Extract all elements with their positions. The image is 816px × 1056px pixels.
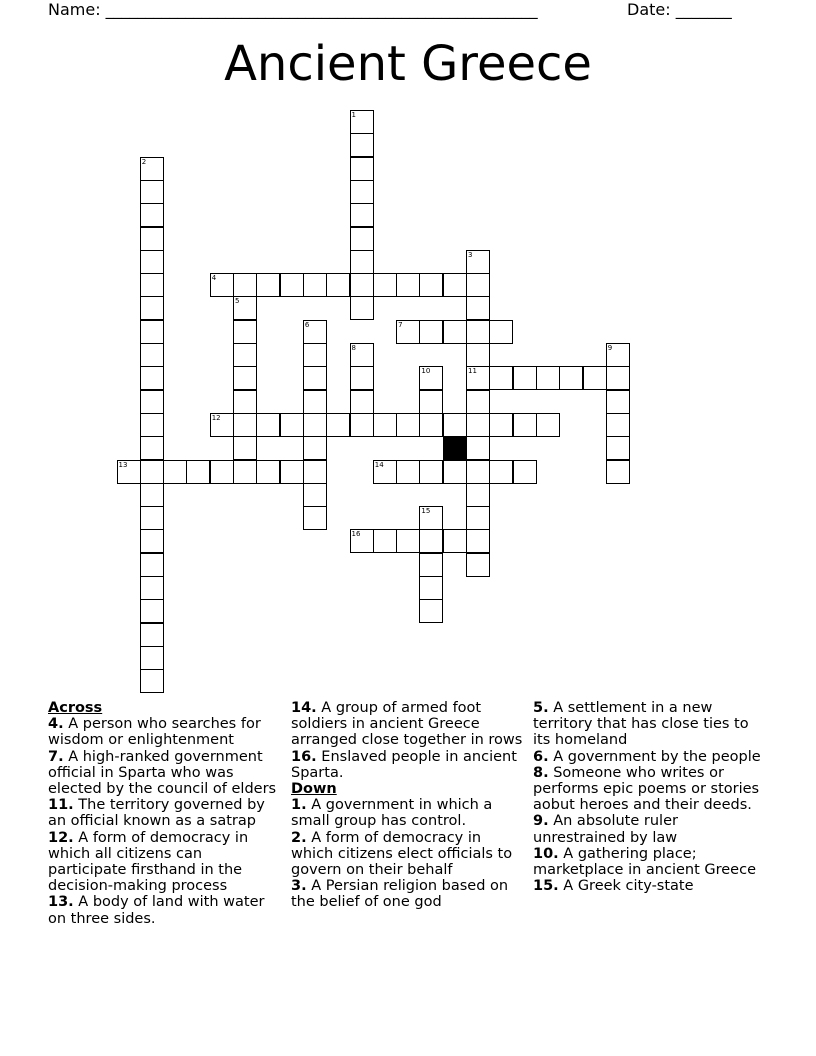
clue-number: 9 xyxy=(607,344,613,352)
clue-number: 12 xyxy=(211,413,221,422)
grid-cell[interactable] xyxy=(256,273,280,297)
grid-cell[interactable] xyxy=(140,460,164,484)
grid-cell[interactable] xyxy=(140,669,164,693)
clue-number: 16 xyxy=(351,530,361,539)
grid-cell[interactable] xyxy=(140,343,164,367)
grid-cell[interactable] xyxy=(443,529,467,553)
grid-cell[interactable] xyxy=(233,273,257,297)
name-field: Name: ______________________________________________________ xyxy=(48,0,538,19)
grid-cell[interactable] xyxy=(489,320,513,344)
grid-cell[interactable] xyxy=(513,413,537,437)
clue-number: 15 xyxy=(421,507,431,516)
grid-cell[interactable] xyxy=(466,460,490,484)
grid-cell[interactable] xyxy=(350,110,374,134)
grid-cell[interactable] xyxy=(210,460,234,484)
grid-cell[interactable] xyxy=(419,390,443,414)
grid-cell[interactable] xyxy=(396,460,420,484)
grid-cell[interactable] xyxy=(489,366,513,390)
grid-cell[interactable] xyxy=(140,529,164,553)
grid-cell[interactable] xyxy=(419,529,443,553)
grid-cell[interactable] xyxy=(466,343,490,367)
grid-cell[interactable] xyxy=(350,529,374,553)
grid-cell[interactable] xyxy=(280,413,304,437)
grid-cell[interactable] xyxy=(606,343,630,367)
grid-cell[interactable] xyxy=(233,460,257,484)
date-field: Date: _______ xyxy=(627,0,732,19)
grid-cell[interactable] xyxy=(466,390,490,414)
grid-cell[interactable] xyxy=(443,320,467,344)
grid-cell[interactable] xyxy=(466,436,490,460)
grid-cell[interactable] xyxy=(606,436,630,460)
grid-cell[interactable] xyxy=(606,390,630,414)
grid-cell[interactable] xyxy=(373,529,397,553)
grid-cell[interactable] xyxy=(350,203,374,227)
clue-number: 3 xyxy=(468,250,473,259)
grid-cell[interactable] xyxy=(117,460,141,484)
grid-cell[interactable] xyxy=(140,413,164,437)
grid-cell[interactable] xyxy=(140,390,164,414)
grid-cell[interactable] xyxy=(303,343,327,367)
grid-cell[interactable] xyxy=(140,646,164,670)
grid-cell[interactable] xyxy=(419,576,443,600)
grid-cell[interactable] xyxy=(326,413,350,437)
grid-cell[interactable] xyxy=(489,460,513,484)
grid-cell[interactable] xyxy=(233,413,257,437)
grid-cell[interactable] xyxy=(396,320,420,344)
clue-across-4: 4. A person who searches for wisdom or enlightenment xyxy=(48,716,261,749)
grid-cell[interactable] xyxy=(326,273,350,297)
grid-cell[interactable] xyxy=(606,366,630,390)
grid-cell[interactable] xyxy=(233,296,257,320)
grid-cell[interactable] xyxy=(419,413,443,437)
clue-across-7: 7. A high-ranked government official in Sparta who was elected by the council of elders xyxy=(48,748,277,798)
grid-cell[interactable] xyxy=(466,553,490,577)
grid-cell[interactable] xyxy=(210,273,234,297)
grid-cell[interactable] xyxy=(419,366,443,390)
grid-cell[interactable] xyxy=(513,366,537,390)
grid-cell[interactable] xyxy=(466,296,490,320)
clue-number: 10 xyxy=(421,367,431,376)
grid-cell[interactable] xyxy=(583,366,607,390)
grid-cell[interactable] xyxy=(210,413,234,437)
grid-cell[interactable] xyxy=(350,296,374,320)
grid-cell[interactable] xyxy=(466,250,490,274)
grid-cell[interactable] xyxy=(233,343,257,367)
grid-cell[interactable] xyxy=(140,203,164,227)
clue-number: 7 xyxy=(398,320,403,329)
grid-cell[interactable] xyxy=(140,180,164,204)
grid-cell[interactable] xyxy=(233,390,257,414)
clue-number: 13 xyxy=(118,460,128,469)
grid-cell[interactable] xyxy=(140,599,164,623)
grid-cell[interactable] xyxy=(443,413,467,437)
grid-cell[interactable] xyxy=(303,366,327,390)
clue-down-10: 10. A gathering place; marketplace in ancient Greece xyxy=(533,845,757,879)
grid-cell[interactable] xyxy=(559,366,583,390)
grid-cell[interactable] xyxy=(303,413,327,437)
grid-cell[interactable] xyxy=(140,296,164,320)
grid-cell[interactable] xyxy=(140,366,164,390)
across-heading: Across xyxy=(48,700,103,716)
grid-cell[interactable] xyxy=(140,623,164,647)
grid-cell[interactable] xyxy=(140,273,164,297)
grid-cell[interactable] xyxy=(443,273,467,297)
grid-cell[interactable] xyxy=(350,227,374,251)
clue-down-1: 1. A government in which a small group has control. xyxy=(291,797,493,830)
grid-cell[interactable] xyxy=(466,366,490,390)
grid-cell[interactable] xyxy=(140,483,164,507)
grid-cell[interactable] xyxy=(233,436,257,460)
grid-cell[interactable] xyxy=(373,413,397,437)
grid-cell[interactable] xyxy=(489,413,513,437)
grid-cell[interactable] xyxy=(140,157,164,181)
grid-cell[interactable] xyxy=(466,273,490,297)
clue-across-14: 14. A group of armed foot soldiers in ancient Greece arranged close together in rows xyxy=(291,700,523,749)
grid-cell[interactable] xyxy=(233,366,257,390)
grid-cell[interactable] xyxy=(233,320,257,344)
clue-number: 8 xyxy=(351,344,356,352)
down-heading: Down xyxy=(291,781,337,798)
clue-across-16: 16. Enslaved people in ancient Sparta. xyxy=(291,748,517,781)
grid-cell[interactable] xyxy=(350,366,374,390)
grid-cell[interactable] xyxy=(350,250,374,274)
grid-cell[interactable] xyxy=(419,553,443,577)
clue-across-13: 13. A body of land with water on three sides. xyxy=(48,894,265,927)
clue-number: 11 xyxy=(468,367,477,376)
grid-cell[interactable] xyxy=(140,227,164,251)
grid-cell[interactable] xyxy=(256,413,280,437)
grid-cell[interactable] xyxy=(303,506,327,530)
grid-cell[interactable] xyxy=(536,366,560,390)
grid-cell[interactable] xyxy=(466,483,490,507)
clue-number: 4 xyxy=(211,274,217,283)
grid-cell[interactable] xyxy=(466,506,490,530)
grid-cell[interactable] xyxy=(396,413,420,437)
grid-cell[interactable] xyxy=(140,553,164,577)
grid-cell[interactable] xyxy=(303,460,327,484)
grid-cell[interactable] xyxy=(140,576,164,600)
grid-cell[interactable] xyxy=(513,460,537,484)
grid-cell[interactable] xyxy=(466,413,490,437)
grid-cell[interactable] xyxy=(303,320,327,344)
grid-cell[interactable] xyxy=(163,460,187,484)
grid-cell[interactable] xyxy=(256,460,280,484)
grid-cell[interactable] xyxy=(443,460,467,484)
grid-cell[interactable] xyxy=(419,273,443,297)
grid-cell[interactable] xyxy=(419,320,443,344)
clue-down-9: 9. An absolute ruler unrestrained by law xyxy=(533,813,678,846)
grid-cell[interactable] xyxy=(396,273,420,297)
grid-cell[interactable] xyxy=(536,413,560,437)
grid-cell[interactable] xyxy=(140,506,164,530)
grid-cell[interactable] xyxy=(606,460,630,484)
grid-cell[interactable] xyxy=(350,343,374,367)
clue-down-15: 15. A Greek city-state xyxy=(533,878,694,895)
grid-cell[interactable] xyxy=(419,460,443,484)
grid-cell[interactable] xyxy=(373,273,397,297)
grid-cell[interactable] xyxy=(140,320,164,344)
grid-cell[interactable] xyxy=(419,506,443,530)
grid-cell[interactable] xyxy=(419,599,443,623)
grid-cell[interactable] xyxy=(606,413,630,437)
clue-down-2: 2. A form of democracy in which citizens elect officials to govern on their behalf xyxy=(291,829,513,879)
grid-cell[interactable] xyxy=(350,157,374,181)
grid-cell[interactable] xyxy=(303,390,327,414)
grid-cell[interactable] xyxy=(350,413,374,437)
clue-across-12: 12. A form of democracy in which all citizens can participate firsthand in the decision-making process xyxy=(48,829,249,895)
grid-cell[interactable] xyxy=(303,483,327,507)
grid-block xyxy=(443,436,467,460)
grid-cell[interactable] xyxy=(186,460,210,484)
grid-cell[interactable] xyxy=(373,460,397,484)
grid-cell[interactable] xyxy=(140,250,164,274)
clue-column-1 xyxy=(48,700,284,927)
clue-number: 5 xyxy=(235,297,240,306)
grid-cell[interactable] xyxy=(350,390,374,414)
grid-cell[interactable] xyxy=(350,133,374,157)
clue-down-8: 8. Someone who writes or performs epic poems or stories aobut heroes and their deeds. xyxy=(533,764,760,814)
clue-down-3: 3. A Persian religion based on the belief of one god xyxy=(291,878,509,911)
grid-cell[interactable] xyxy=(140,436,164,460)
clue-number: 1 xyxy=(351,111,356,119)
clue-number: 14 xyxy=(374,460,384,469)
clue-down-6: 6. A government by the people xyxy=(533,748,761,765)
grid-cell[interactable] xyxy=(280,273,304,297)
clue-across-11: 11. The territory governed by an official known as a satrap xyxy=(48,797,265,830)
grid-cell[interactable] xyxy=(280,460,304,484)
grid-cell[interactable] xyxy=(303,273,327,297)
page-title: Ancient Greece xyxy=(224,36,592,92)
clue-column-2 xyxy=(291,700,527,911)
grid-cell[interactable] xyxy=(396,529,420,553)
clue-down-5: 5. A settlement in a new territory that has close ties to its homeland xyxy=(533,700,749,749)
clue-column-3 xyxy=(533,700,769,894)
grid-cell[interactable] xyxy=(350,273,374,297)
clue-number: 2 xyxy=(141,157,147,166)
grid-cell[interactable] xyxy=(466,529,490,553)
grid-cell[interactable] xyxy=(350,180,374,204)
grid-cell[interactable] xyxy=(303,436,327,460)
clue-number: 6 xyxy=(304,320,310,329)
grid-cell[interactable] xyxy=(466,320,490,344)
